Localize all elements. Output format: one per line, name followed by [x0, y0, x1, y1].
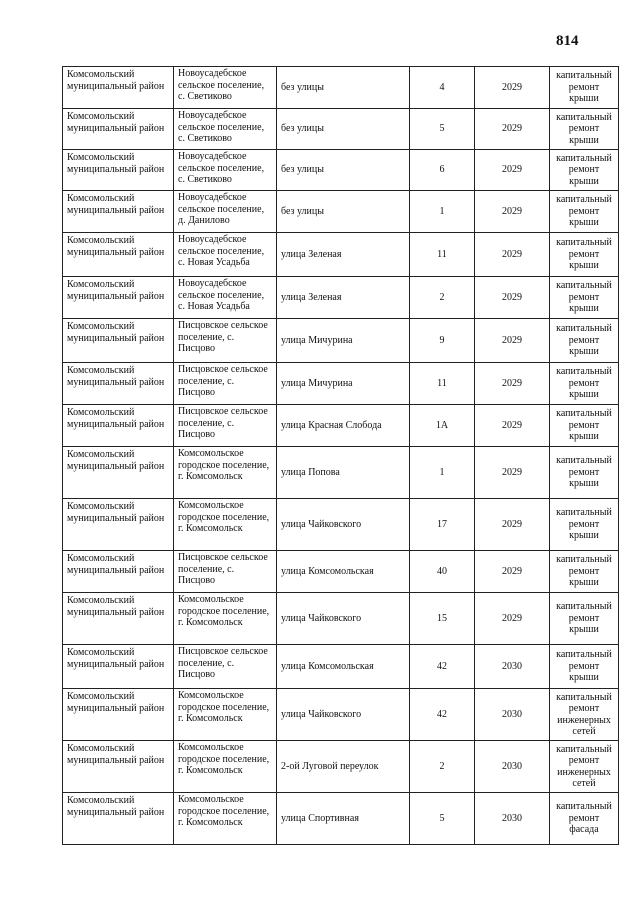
street-cell: улица Зеленая — [277, 277, 410, 319]
work-type-cell: капитальный ремонт крыши — [550, 67, 619, 109]
settlement-cell: Комсомольское городское поселение, г. Комсомольск — [174, 447, 277, 499]
settlement-cell: Комсомольское городское поселение, г. Комсомольск — [174, 741, 277, 793]
street-cell: без улицы — [277, 150, 410, 191]
table-row — [63, 793, 619, 845]
district-cell: Комсомольский муниципальный район — [63, 319, 174, 363]
work-type-cell: капитальный ремонт крыши — [550, 593, 619, 645]
house-number-cell: 11 — [410, 233, 475, 277]
house-number-cell: 5 — [410, 109, 475, 150]
district-cell: Комсомольский муниципальный район — [63, 689, 174, 741]
house-number-cell: 17 — [410, 499, 475, 551]
house-number-cell: 9 — [410, 319, 475, 363]
street-cell: улица Мичурина — [277, 319, 410, 363]
street-cell: улица Красная Слобода — [277, 405, 410, 447]
street-cell: улица Чайковского — [277, 593, 410, 645]
house-number-cell: 1А — [410, 405, 475, 447]
work-type-cell: капитальный ремонт крыши — [550, 405, 619, 447]
street-cell: без улицы — [277, 191, 410, 233]
house-number-cell: 1 — [410, 447, 475, 499]
settlement-cell: Комсомольское городское поселение, г. Комсомольск — [174, 689, 277, 741]
work-type-cell: капитальный ремонт крыши — [550, 645, 619, 689]
work-type-cell: капитальный ремонт крыши — [550, 109, 619, 150]
settlement-cell: Писцовское сельское поселение, с. Писцово — [174, 319, 277, 363]
table-row — [63, 405, 619, 447]
table-row — [63, 741, 619, 793]
house-number-cell: 4 — [410, 67, 475, 109]
district-cell: Комсомольский муниципальный район — [63, 277, 174, 319]
year-cell: 2030 — [475, 741, 550, 793]
house-number-cell: 42 — [410, 645, 475, 689]
district-cell: Комсомольский муниципальный район — [63, 499, 174, 551]
street-cell: улица Зеленая — [277, 233, 410, 277]
settlement-cell: Писцовское сельское поселение, с. Писцово — [174, 363, 277, 405]
year-cell: 2029 — [475, 447, 550, 499]
district-cell: Комсомольский муниципальный район — [63, 645, 174, 689]
year-cell: 2029 — [475, 593, 550, 645]
work-type-cell: капитальный ремонт крыши — [550, 233, 619, 277]
house-number-cell: 1 — [410, 191, 475, 233]
street-cell: 2-ой Луговой переулок — [277, 741, 410, 793]
house-number-cell: 2 — [410, 277, 475, 319]
table-row — [63, 277, 619, 319]
year-cell: 2029 — [475, 319, 550, 363]
year-cell: 2029 — [475, 551, 550, 593]
street-cell: улица Спортивная — [277, 793, 410, 845]
table-row — [63, 593, 619, 645]
street-cell: улица Попова — [277, 447, 410, 499]
repair-schedule-table — [62, 66, 619, 845]
work-type-cell: капитальный ремонт крыши — [550, 551, 619, 593]
settlement-cell: Комсомольское городское поселение, г. Комсомольск — [174, 793, 277, 845]
table-row — [63, 319, 619, 363]
district-cell: Комсомольский муниципальный район — [63, 551, 174, 593]
table-row — [63, 499, 619, 551]
work-type-cell: капитальный ремонт крыши — [550, 447, 619, 499]
year-cell: 2030 — [475, 793, 550, 845]
settlement-cell: Комсомольское городское поселение, г. Комсомольск — [174, 593, 277, 645]
table-body — [63, 67, 619, 845]
street-cell: улица Мичурина — [277, 363, 410, 405]
table-row — [63, 150, 619, 191]
table-row — [63, 447, 619, 499]
settlement-cell: Новоусадебское сельское поселение, с. Светиково — [174, 150, 277, 191]
year-cell: 2029 — [475, 150, 550, 191]
district-cell: Комсомольский муниципальный район — [63, 363, 174, 405]
work-type-cell: капитальный ремонт крыши — [550, 363, 619, 405]
table-row — [63, 109, 619, 150]
work-type-cell: капитальный ремонт инженерных сетей — [550, 689, 619, 741]
year-cell: 2029 — [475, 67, 550, 109]
district-cell: Комсомольский муниципальный район — [63, 405, 174, 447]
street-cell: без улицы — [277, 109, 410, 150]
year-cell: 2029 — [475, 363, 550, 405]
street-cell: улица Чайковского — [277, 499, 410, 551]
table-row — [63, 551, 619, 593]
year-cell: 2030 — [475, 645, 550, 689]
work-type-cell: капитальный ремонт крыши — [550, 277, 619, 319]
page-number: 814 — [556, 33, 579, 49]
year-cell: 2029 — [475, 109, 550, 150]
settlement-cell: Комсомольское городское поселение, г. Комсомольск — [174, 499, 277, 551]
table-row — [63, 233, 619, 277]
district-cell: Комсомольский муниципальный район — [63, 793, 174, 845]
table-row — [63, 689, 619, 741]
table-row — [63, 191, 619, 233]
table-row — [63, 67, 619, 109]
settlement-cell: Писцовское сельское поселение, с. Писцово — [174, 645, 277, 689]
district-cell: Комсомольский муниципальный район — [63, 191, 174, 233]
house-number-cell: 40 — [410, 551, 475, 593]
year-cell: 2029 — [475, 233, 550, 277]
settlement-cell: Новоусадебское сельское поселение, д. Данилово — [174, 191, 277, 233]
settlement-cell: Новоусадебское сельское поселение, с. Новая Усадьба — [174, 233, 277, 277]
settlement-cell: Новоусадебское сельское поселение, с. Новая Усадьба — [174, 277, 277, 319]
district-cell: Комсомольский муниципальный район — [63, 150, 174, 191]
district-cell: Комсомольский муниципальный район — [63, 741, 174, 793]
table-row — [63, 363, 619, 405]
street-cell: без улицы — [277, 67, 410, 109]
house-number-cell: 15 — [410, 593, 475, 645]
work-type-cell: капитальный ремонт крыши — [550, 499, 619, 551]
district-cell: Комсомольский муниципальный район — [63, 233, 174, 277]
street-cell: улица Комсомольская — [277, 551, 410, 593]
house-number-cell: 11 — [410, 363, 475, 405]
year-cell: 2029 — [475, 499, 550, 551]
house-number-cell: 5 — [410, 793, 475, 845]
work-type-cell: капитальный ремонт крыши — [550, 319, 619, 363]
district-cell: Комсомольский муниципальный район — [63, 109, 174, 150]
work-type-cell: капитальный ремонт фасада — [550, 793, 619, 845]
settlement-cell: Писцовское сельское поселение, с. Писцово — [174, 405, 277, 447]
year-cell: 2029 — [475, 405, 550, 447]
district-cell: Комсомольский муниципальный район — [63, 447, 174, 499]
house-number-cell: 2 — [410, 741, 475, 793]
district-cell: Комсомольский муниципальный район — [63, 67, 174, 109]
settlement-cell: Новоусадебское сельское поселение, с. Светиково — [174, 109, 277, 150]
work-type-cell: капитальный ремонт крыши — [550, 191, 619, 233]
settlement-cell: Новоусадебское сельское поселение, с. Светиково — [174, 67, 277, 109]
street-cell: улица Комсомольская — [277, 645, 410, 689]
district-cell: Комсомольский муниципальный район — [63, 593, 174, 645]
table-row — [63, 645, 619, 689]
work-type-cell: капитальный ремонт инженерных сетей — [550, 741, 619, 793]
year-cell: 2029 — [475, 277, 550, 319]
work-type-cell: капитальный ремонт крыши — [550, 150, 619, 191]
house-number-cell: 6 — [410, 150, 475, 191]
year-cell: 2029 — [475, 191, 550, 233]
street-cell: улица Чайковского — [277, 689, 410, 741]
year-cell: 2030 — [475, 689, 550, 741]
settlement-cell: Писцовское сельское поселение, с. Писцово — [174, 551, 277, 593]
house-number-cell: 42 — [410, 689, 475, 741]
